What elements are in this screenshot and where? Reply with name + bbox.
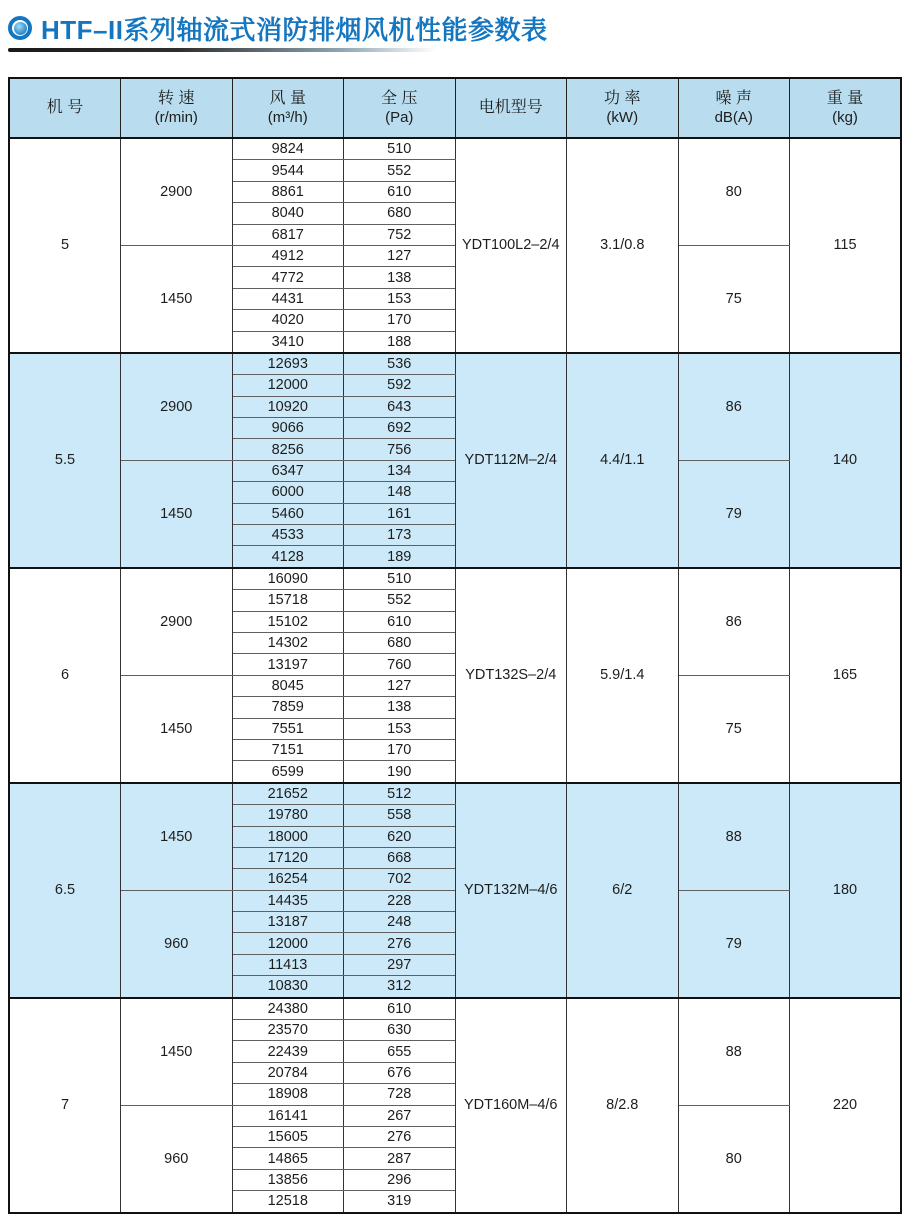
flow-cell: 19780 <box>232 805 344 826</box>
weight-cell: 115 <box>790 138 902 353</box>
col-header-pressure <box>344 78 456 138</box>
pressure-cell: 134 <box>344 460 456 481</box>
pressure-cell: 228 <box>344 890 456 911</box>
pressure-cell: 190 <box>344 761 456 783</box>
col-header-speed-line1: 转 速 <box>158 89 195 107</box>
flow-cell: 3410 <box>232 331 344 353</box>
col-header-noise-line2: dB(A) <box>714 108 753 126</box>
weight-cell: 165 <box>790 568 902 783</box>
flow-cell: 15718 <box>232 590 344 611</box>
noise-cell: 75 <box>678 675 790 782</box>
flow-cell: 4772 <box>232 267 344 288</box>
flow-cell: 18000 <box>232 826 344 847</box>
flow-cell: 12000 <box>232 375 344 396</box>
noise-cell: 88 <box>678 998 790 1105</box>
pressure-cell: 552 <box>344 160 456 181</box>
speed-cell: 2900 <box>121 568 233 675</box>
speed-cell: 2900 <box>121 138 233 245</box>
pressure-cell: 138 <box>344 697 456 718</box>
motor-model-cell: YDT132S–2/4 <box>455 568 567 783</box>
pressure-cell: 296 <box>344 1169 456 1190</box>
pressure-cell: 668 <box>344 847 456 868</box>
pressure-cell: 267 <box>344 1105 456 1126</box>
flow-cell: 20784 <box>232 1062 344 1083</box>
col-header-weight-line1: 重 量 <box>826 89 864 107</box>
col-header-noise-line1: 噪 声 <box>715 89 752 107</box>
flow-cell: 6347 <box>232 460 344 481</box>
noise-cell: 86 <box>678 568 790 675</box>
flow-cell: 12693 <box>232 353 344 375</box>
col-header-power-line2: (kW) <box>606 108 639 126</box>
table-body <box>9 138 901 1213</box>
flow-cell: 10830 <box>232 976 344 998</box>
noise-cell: 80 <box>678 138 790 245</box>
bullseye-icon <box>8 16 32 40</box>
speed-cell: 1450 <box>121 998 233 1105</box>
speed-cell: 960 <box>121 1105 233 1212</box>
col-header-power <box>567 78 679 138</box>
flow-cell: 22439 <box>232 1041 344 1062</box>
noise-cell: 75 <box>678 245 790 352</box>
pressure-cell: 680 <box>344 203 456 224</box>
pressure-cell: 692 <box>344 418 456 439</box>
flow-cell: 4128 <box>232 546 344 568</box>
noise-cell: 86 <box>678 353 790 460</box>
table-row <box>9 998 901 1020</box>
col-header-motor-line1: 电机型号 <box>478 99 543 116</box>
pressure-cell: 610 <box>344 611 456 632</box>
speed-cell: 1450 <box>121 783 233 890</box>
pressure-cell: 512 <box>344 783 456 805</box>
performance-table <box>8 77 902 1214</box>
table-header-row <box>9 78 901 138</box>
flow-cell: 15605 <box>232 1126 344 1147</box>
col-header-flow-line1: 风 量 <box>269 89 306 107</box>
flow-cell: 7551 <box>232 718 344 739</box>
flow-cell: 18908 <box>232 1084 344 1105</box>
flow-cell: 15102 <box>232 611 344 632</box>
pressure-cell: 728 <box>344 1084 456 1105</box>
pressure-cell: 680 <box>344 632 456 653</box>
pressure-cell: 510 <box>344 138 456 160</box>
pressure-cell: 173 <box>344 525 456 546</box>
flow-cell: 16254 <box>232 869 344 890</box>
pressure-cell: 276 <box>344 1126 456 1147</box>
pressure-cell: 170 <box>344 739 456 760</box>
noise-cell: 79 <box>678 890 790 997</box>
flow-cell: 4020 <box>232 310 344 331</box>
flow-cell: 6599 <box>232 761 344 783</box>
table-row <box>9 783 901 805</box>
flow-cell: 14435 <box>232 890 344 911</box>
weight-cell: 140 <box>790 353 902 568</box>
flow-cell: 13187 <box>232 912 344 933</box>
pressure-cell: 630 <box>344 1020 456 1041</box>
noise-cell: 80 <box>678 1105 790 1212</box>
flow-cell: 13856 <box>232 1169 344 1190</box>
col-header-weight-line2: (kg) <box>832 108 858 126</box>
pressure-cell: 188 <box>344 331 456 353</box>
motor-model-cell: YDT160M–4/6 <box>455 998 567 1213</box>
flow-cell: 5460 <box>232 503 344 524</box>
speed-cell: 1450 <box>121 245 233 352</box>
flow-cell: 8256 <box>232 439 344 460</box>
pressure-cell: 170 <box>344 310 456 331</box>
machine-no-cell: 6 <box>9 568 121 783</box>
flow-cell: 9544 <box>232 160 344 181</box>
pressure-cell: 161 <box>344 503 456 524</box>
pressure-cell: 153 <box>344 288 456 309</box>
noise-cell: 79 <box>678 460 790 567</box>
pressure-cell: 655 <box>344 1041 456 1062</box>
power-cell: 5.9/1.4 <box>567 568 679 783</box>
flow-cell: 24380 <box>232 998 344 1020</box>
machine-no-cell: 7 <box>9 998 121 1213</box>
noise-cell: 88 <box>678 783 790 890</box>
flow-cell: 12518 <box>232 1191 344 1213</box>
pressure-cell: 610 <box>344 998 456 1020</box>
machine-no-cell: 6.5 <box>9 783 121 998</box>
col-header-motor <box>455 78 567 138</box>
flow-cell: 14302 <box>232 632 344 653</box>
col-header-power-line1: 功 率 <box>604 89 641 107</box>
col-header-speed <box>121 78 233 138</box>
flow-cell: 4533 <box>232 525 344 546</box>
weight-cell: 180 <box>790 783 902 998</box>
pressure-cell: 610 <box>344 181 456 202</box>
pressure-cell: 676 <box>344 1062 456 1083</box>
pressure-cell: 558 <box>344 805 456 826</box>
flow-cell: 8861 <box>232 181 344 202</box>
speed-cell: 1450 <box>121 675 233 782</box>
pressure-cell: 319 <box>344 1191 456 1213</box>
pressure-cell: 756 <box>344 439 456 460</box>
pressure-cell: 127 <box>344 675 456 696</box>
pressure-cell: 643 <box>344 396 456 417</box>
pressure-cell: 510 <box>344 568 456 590</box>
pressure-cell: 536 <box>344 353 456 375</box>
flow-cell: 8045 <box>232 675 344 696</box>
bullseye-icon-core <box>14 22 27 35</box>
col-header-speed-line2: (r/min) <box>154 108 198 126</box>
flow-cell: 17120 <box>232 847 344 868</box>
power-cell: 6/2 <box>567 783 679 998</box>
pressure-cell: 248 <box>344 912 456 933</box>
table-row <box>9 138 901 160</box>
pressure-cell: 620 <box>344 826 456 847</box>
pressure-cell: 138 <box>344 267 456 288</box>
speed-cell: 960 <box>121 890 233 997</box>
col-header-flow-line2: (m³/h) <box>267 108 308 126</box>
pressure-cell: 312 <box>344 976 456 998</box>
title-row <box>8 12 902 44</box>
motor-model-cell: YDT112M–2/4 <box>455 353 567 568</box>
motor-model-cell: YDT100L2–2/4 <box>455 138 567 353</box>
table-row <box>9 568 901 590</box>
pressure-cell: 760 <box>344 654 456 675</box>
col-header-weight <box>790 78 902 138</box>
pressure-cell: 752 <box>344 224 456 245</box>
col-header-machine-line1: 机 号 <box>46 99 84 116</box>
flow-cell: 14865 <box>232 1148 344 1169</box>
weight-cell: 220 <box>790 998 902 1213</box>
power-cell: 8/2.8 <box>567 998 679 1213</box>
flow-cell: 12000 <box>232 933 344 954</box>
pressure-cell: 592 <box>344 375 456 396</box>
col-header-noise <box>678 78 790 138</box>
title-underline <box>8 48 436 52</box>
flow-cell: 7151 <box>232 739 344 760</box>
pressure-cell: 702 <box>344 869 456 890</box>
pressure-cell: 552 <box>344 590 456 611</box>
flow-cell: 6000 <box>232 482 344 503</box>
speed-cell: 2900 <box>121 353 233 460</box>
flow-cell: 9066 <box>232 418 344 439</box>
col-header-flow <box>232 78 344 138</box>
motor-model-cell: YDT132M–4/6 <box>455 783 567 998</box>
speed-cell: 1450 <box>121 460 233 567</box>
flow-cell: 21652 <box>232 783 344 805</box>
pressure-cell: 153 <box>344 718 456 739</box>
flow-cell: 16090 <box>232 568 344 590</box>
flow-cell: 13197 <box>232 654 344 675</box>
pressure-cell: 287 <box>344 1148 456 1169</box>
pressure-cell: 148 <box>344 482 456 503</box>
flow-cell: 23570 <box>232 1020 344 1041</box>
machine-no-cell: 5 <box>9 138 121 353</box>
power-cell: 3.1/0.8 <box>567 138 679 353</box>
flow-cell: 16141 <box>232 1105 344 1126</box>
col-header-pressure-line1: 全 压 <box>381 89 418 107</box>
pressure-cell: 297 <box>344 954 456 975</box>
flow-cell: 8040 <box>232 203 344 224</box>
flow-cell: 4431 <box>232 288 344 309</box>
table-row <box>9 353 901 375</box>
col-header-pressure-line2: (Pa) <box>385 108 414 126</box>
flow-cell: 7859 <box>232 697 344 718</box>
page-title: HTF–II系列轴流式消防排烟风机性能参数表 <box>41 14 548 45</box>
flow-cell: 11413 <box>232 954 344 975</box>
col-header-machine <box>9 78 121 138</box>
power-cell: 4.4/1.1 <box>567 353 679 568</box>
flow-cell: 10920 <box>232 396 344 417</box>
pressure-cell: 127 <box>344 245 456 266</box>
flow-cell: 9824 <box>232 138 344 160</box>
pressure-cell: 189 <box>344 546 456 568</box>
machine-no-cell: 5.5 <box>9 353 121 568</box>
flow-cell: 4912 <box>232 245 344 266</box>
flow-cell: 6817 <box>232 224 344 245</box>
pressure-cell: 276 <box>344 933 456 954</box>
